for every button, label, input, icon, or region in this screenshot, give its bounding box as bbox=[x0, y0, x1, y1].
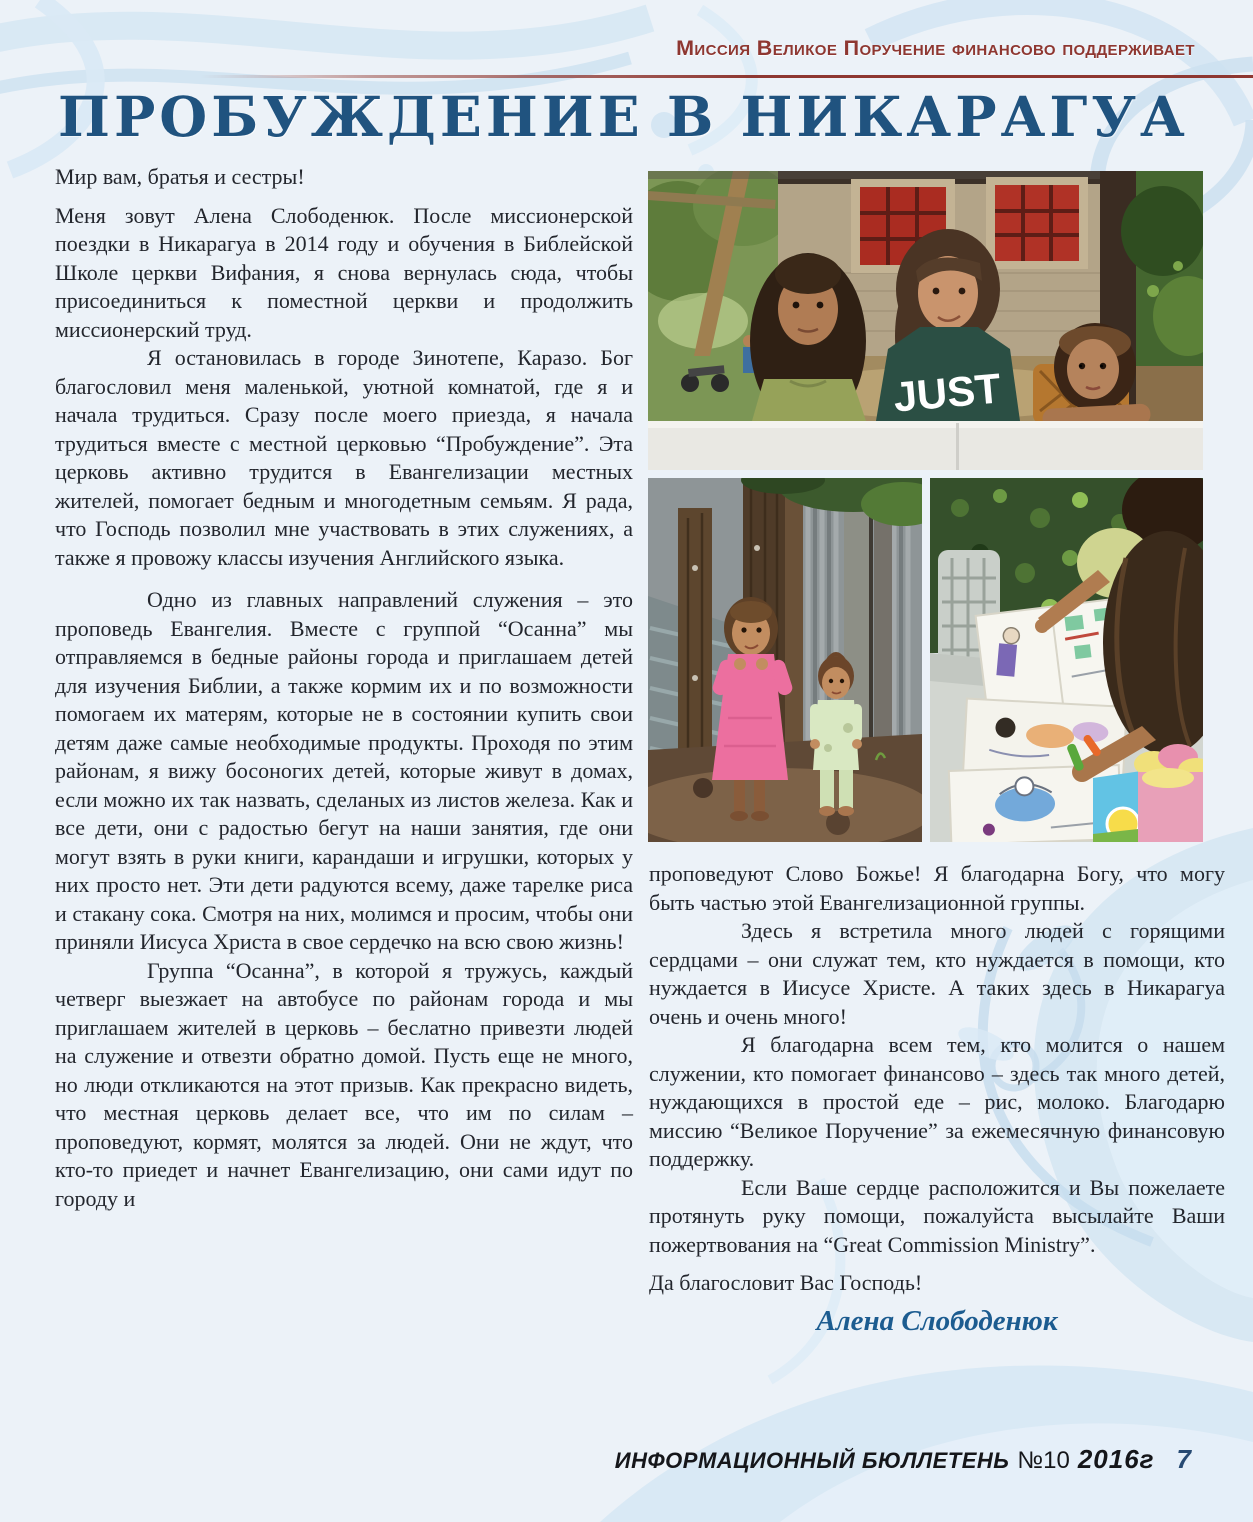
paragraph-hosanna-group: Группа “Осанна”, в которой я тружусь, каждый четверг выезжает на автобусе по районам города и мы приглашаем жителей в церковь – беслатно привезти людей на служение и отвезти обратно домой. Пусть еще не много, но люди откликаются на этот призыв. Как прекрасно видеть, что местная церковь делает все, что им по силам – проповедуют, кормят, молятся за людей. Они не ждут, что кто-то приедет и начнет Евангелизацию, они сами идут по городу и bbox=[55, 957, 633, 1211]
footer-page-number: 7 bbox=[1176, 1444, 1191, 1474]
paragraph-ministry: Одно из главных направлений служения – это проповедь Евангелия. Вместе с группой “Осанна” мы отправляемся в бедные районы города и приглашаем детей для изучения Библии, а также кормим их и по возможности помогаем их матерям, которые не в состоянии купить свои детям даже самые необходимые продукты. Проходя по этим районам, я вижу босоногих детей, которые живут в домах, если можно их так назвать, сделаных из листов железа. Как и все дети, они с радостью бегут на наши занятия, где они могут взять в руки книги, карандаши и игрушки, которых у них просто нет. Эти дети радуются всему, даже тарелке риса и стакану сока. Смотря на них, молимся и просим, чтобы они приняли Иисуса Христа в свое сердечко на всю свою жизнь! bbox=[55, 587, 633, 954]
footer-year: 2016г bbox=[1077, 1444, 1155, 1474]
article-title: ПРОБУЖДЕНИЕ В НИКАРАГУА bbox=[58, 84, 1189, 149]
author-signature: Алена Слободенюк bbox=[816, 1304, 1058, 1337]
paragraph-city: Я остановилась в городе Зинотепе, Каразо. Бог благословил меня маленькой, уютной комнатой, где я и начала трудиться. Сразу после моего приезда, я начала трудиться вместе с местной церковью “Пробуждение”. Эта церковь активно трудится в Евангелизации местных жителей, помогает бедным и многодетным семьям. Я рада, что Господь позволил мне участвовать в этих служениях, а также я провожу классы изучения Английского языка. bbox=[55, 345, 633, 570]
girl-left-figure bbox=[750, 253, 866, 429]
right-column bbox=[649, 860, 1225, 1338]
shirt-text: JUST bbox=[891, 364, 1003, 421]
intro-paragraph: Меня зовут Алена Слободенюк. После миссионерской поездки в Никарагуа в 2014 году и обучения в Библейской Школе церкви Вифания, я снова вернулась сюда, чтобы присоединиться к поместной церкви и продолжить миссионерский труд. bbox=[55, 202, 633, 342]
red-window-right bbox=[986, 177, 1088, 269]
photo-missionary-with-children bbox=[648, 171, 1203, 470]
paragraph-donations: Если Ваше сердце расположится и Вы пожелаете протянуть руку помощи, пожалуйста высылайте Ваши пожертвования на “Great Commission Ministry”. bbox=[649, 1174, 1225, 1257]
photo-children-coloring-illustration bbox=[930, 478, 1203, 842]
photo-children-coloring bbox=[930, 478, 1203, 842]
header-divider-line bbox=[0, 75, 1253, 78]
left-column bbox=[55, 163, 633, 1213]
paragraph-people: Здесь я встретила много людей с горящими сердцами – они служат тем, кто нуждается в помощи, кто нуждается в Иисусе Христе. А таких здесь в Никарагуа очень и очень много! bbox=[649, 918, 1225, 1029]
photo-girls-by-metal-fence-illustration bbox=[648, 478, 922, 842]
footer-issue-number: №10 bbox=[1017, 1447, 1070, 1474]
paragraph-continuation: проповедуют Слово Божье! Я благодарна Богу, что могу быть частью этой Евангелизационной группы. bbox=[649, 861, 1225, 915]
footer bbox=[615, 1444, 1191, 1475]
header-tagline: Миссия Великое Поручение финансово поддерживает bbox=[676, 36, 1195, 60]
footer-label: ИНФОРМАЦИОННЫЙ БЮЛЛЕТЕНЬ bbox=[614, 1448, 1010, 1473]
photo-missionary-with-children-illustration bbox=[648, 171, 1203, 470]
greeting-paragraph: Мир вам, братья и сестры! bbox=[55, 164, 305, 189]
photo-girls-by-metal-fence bbox=[648, 478, 922, 842]
closing-blessing: Да благословит Вас Господь! bbox=[649, 1270, 923, 1295]
paragraph-thanks: Я благодарна всем тем, кто молится о нашем служении, кто помогает финансово – здесь так много детей, нуждающихся в простой еде – рис, молоко. Благодарю миссию “Великое Поручение” за ежемесячную финансовую поддержку. bbox=[649, 1032, 1225, 1171]
